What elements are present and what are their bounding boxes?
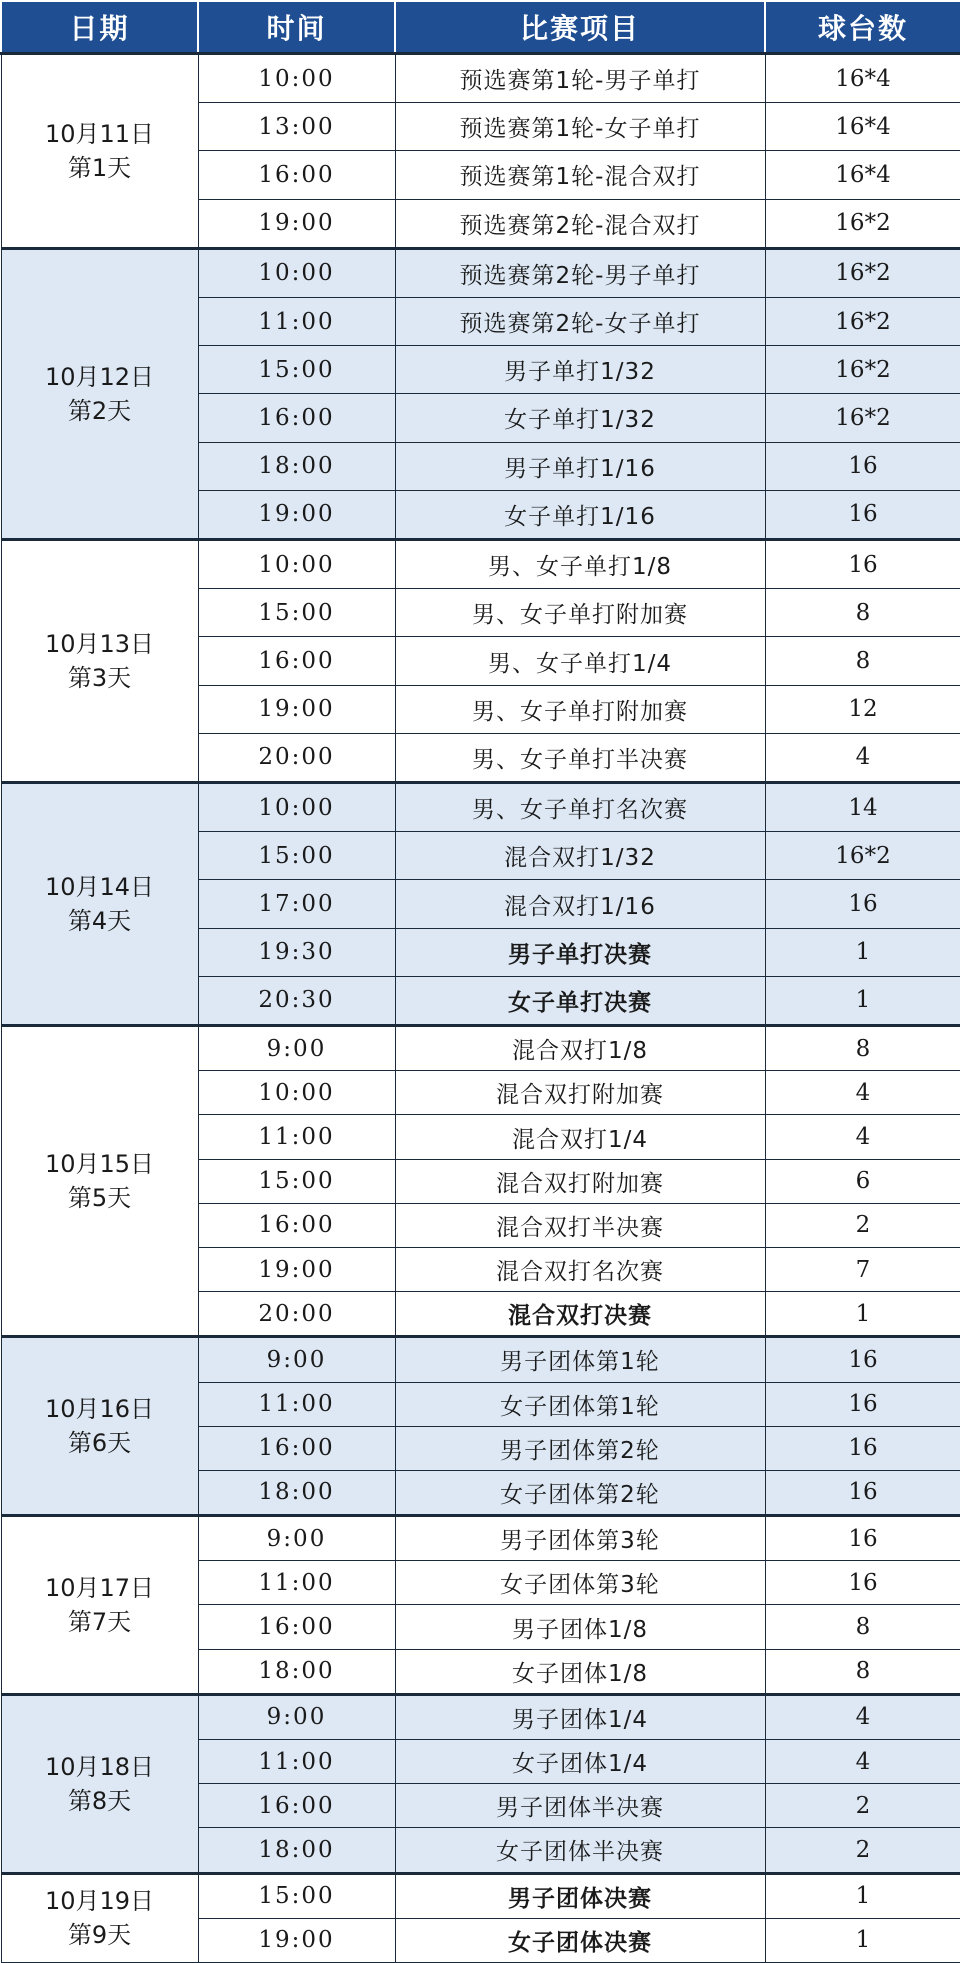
- time-cell: 9:00: [198, 1516, 395, 1561]
- time-cell: 10:00: [198, 783, 395, 832]
- tables-cell: 16*2: [765, 346, 960, 394]
- tables-cell: 1: [765, 1918, 960, 1962]
- date-cell: [1, 1026, 198, 1337]
- table-row: [1, 1694, 960, 1739]
- date-label: 10月14日: [44, 873, 155, 902]
- time-cell: 10:00: [198, 1071, 395, 1115]
- tables-cell: 16: [765, 442, 960, 490]
- event-cell: 男子团体半决赛: [395, 1784, 765, 1828]
- time-cell: 15:00: [198, 589, 395, 637]
- event-cell: 男子单打决赛: [395, 928, 765, 976]
- time-cell: 11:00: [198, 1561, 395, 1605]
- event-cell: 预选赛第2轮-混合双打: [395, 199, 765, 248]
- time-cell: 15:00: [198, 1873, 395, 1918]
- date-cell: [1, 248, 198, 539]
- date-label: 10月19日: [44, 1887, 155, 1916]
- table-row: [1, 248, 960, 297]
- day-group: [1, 1337, 960, 1516]
- tables-cell: 6: [765, 1159, 960, 1203]
- event-cell: 女子单打决赛: [395, 976, 765, 1025]
- date-cell: [1, 1694, 198, 1873]
- tables-cell: 16: [765, 880, 960, 928]
- event-cell: 混合双打1/8: [395, 1026, 765, 1071]
- day-label: 第6天: [67, 1429, 132, 1458]
- header-tables: 球台数: [765, 1, 960, 54]
- tables-cell: 8: [765, 589, 960, 637]
- event-cell: 混合双打附加赛: [395, 1159, 765, 1203]
- time-cell: 16:00: [198, 394, 395, 442]
- time-cell: 18:00: [198, 442, 395, 490]
- day-label: 第2天: [67, 396, 132, 425]
- event-cell: 女子团体决赛: [395, 1918, 765, 1962]
- time-cell: 19:00: [198, 1918, 395, 1962]
- header-time: 时间: [198, 1, 395, 54]
- tables-cell: 12: [765, 685, 960, 733]
- event-cell: 混合双打半决赛: [395, 1203, 765, 1247]
- header-event: 比赛项目: [395, 1, 765, 54]
- event-cell: 预选赛第2轮-女子单打: [395, 298, 765, 346]
- day-group: [1, 540, 960, 783]
- table-row: [1, 1516, 960, 1561]
- event-cell: 女子单打1/16: [395, 490, 765, 539]
- schedule-header: [1, 1, 960, 54]
- tables-cell: 7: [765, 1247, 960, 1291]
- tables-cell: 8: [765, 1605, 960, 1649]
- time-cell: 9:00: [198, 1026, 395, 1071]
- event-cell: 女子团体第2轮: [395, 1470, 765, 1515]
- tables-cell: 4: [765, 1071, 960, 1115]
- date-cell: [1, 54, 198, 249]
- tables-cell: 16*4: [765, 103, 960, 151]
- event-cell: 男子单打1/32: [395, 346, 765, 394]
- date-cell: [1, 1337, 198, 1516]
- time-cell: 18:00: [198, 1828, 395, 1873]
- event-cell: 男子单打1/16: [395, 442, 765, 490]
- event-cell: 混合双打名次赛: [395, 1247, 765, 1291]
- event-cell: 女子团体第1轮: [395, 1382, 765, 1426]
- event-cell: 男子团体第1轮: [395, 1337, 765, 1382]
- tables-cell: 4: [765, 1740, 960, 1784]
- event-cell: 男、女子单打附加赛: [395, 685, 765, 733]
- tables-cell: 16: [765, 490, 960, 539]
- time-cell: 16:00: [198, 1426, 395, 1470]
- date-label: 10月12日: [44, 362, 155, 391]
- day-group: [1, 1694, 960, 1873]
- tables-cell: 8: [765, 1026, 960, 1071]
- table-row: [1, 1337, 960, 1382]
- tables-cell: 1: [765, 1873, 960, 1918]
- event-cell: 男子团体第3轮: [395, 1516, 765, 1561]
- time-cell: 20:00: [198, 733, 395, 782]
- day-group: [1, 1026, 960, 1337]
- time-cell: 17:00: [198, 880, 395, 928]
- time-cell: 19:00: [198, 490, 395, 539]
- time-cell: 20:00: [198, 1292, 395, 1337]
- time-cell: 18:00: [198, 1649, 395, 1694]
- date-label: 10月17日: [44, 1573, 155, 1602]
- date-cell: [1, 783, 198, 1026]
- time-cell: 16:00: [198, 1203, 395, 1247]
- table-row: [1, 1026, 960, 1071]
- event-cell: 预选赛第1轮-女子单打: [395, 103, 765, 151]
- date-cell: [1, 1516, 198, 1695]
- day-label: 第4天: [67, 907, 132, 936]
- time-cell: 10:00: [198, 248, 395, 297]
- time-cell: 16:00: [198, 151, 395, 199]
- time-cell: 15:00: [198, 1159, 395, 1203]
- tables-cell: 16: [765, 1561, 960, 1605]
- event-cell: 混合双打决赛: [395, 1292, 765, 1337]
- tables-cell: 2: [765, 1828, 960, 1873]
- day-group: [1, 54, 960, 249]
- event-cell: 男子团体第2轮: [395, 1426, 765, 1470]
- tables-cell: 4: [765, 1694, 960, 1739]
- table-row: [1, 54, 960, 103]
- time-cell: 11:00: [198, 1115, 395, 1159]
- tables-cell: 16: [765, 1470, 960, 1515]
- date-label: 10月18日: [44, 1752, 155, 1781]
- tables-cell: 8: [765, 1649, 960, 1694]
- tables-cell: 14: [765, 783, 960, 832]
- table-row: [1, 783, 960, 832]
- date-cell: [1, 540, 198, 783]
- time-cell: 11:00: [198, 1382, 395, 1426]
- event-cell: 混合双打1/32: [395, 832, 765, 880]
- time-cell: 15:00: [198, 832, 395, 880]
- tables-cell: 4: [765, 1115, 960, 1159]
- date-label: 10月16日: [44, 1395, 155, 1424]
- day-label: 第9天: [67, 1921, 132, 1950]
- event-cell: 女子团体第3轮: [395, 1561, 765, 1605]
- tables-cell: 16: [765, 1382, 960, 1426]
- date-cell: [1, 1873, 198, 1962]
- tables-cell: 16*4: [765, 54, 960, 103]
- header-date: 日期: [1, 1, 198, 54]
- time-cell: 18:00: [198, 1470, 395, 1515]
- day-group: [1, 248, 960, 539]
- time-cell: 20:30: [198, 976, 395, 1025]
- tables-cell: 4: [765, 733, 960, 782]
- table-row: [1, 540, 960, 589]
- tables-cell: 2: [765, 1784, 960, 1828]
- time-cell: 11:00: [198, 298, 395, 346]
- time-cell: 19:00: [198, 199, 395, 248]
- event-cell: 男、女子单打半决赛: [395, 733, 765, 782]
- tables-cell: 16*2: [765, 248, 960, 297]
- date-label: 10月13日: [44, 630, 155, 659]
- time-cell: 19:00: [198, 1247, 395, 1291]
- time-cell: 16:00: [198, 1605, 395, 1649]
- day-label: 第8天: [67, 1786, 132, 1815]
- event-cell: 男、女子单打附加赛: [395, 589, 765, 637]
- time-cell: 10:00: [198, 54, 395, 103]
- event-cell: 混合双打附加赛: [395, 1071, 765, 1115]
- event-cell: 预选赛第1轮-混合双打: [395, 151, 765, 199]
- tables-cell: 16: [765, 540, 960, 589]
- event-cell: 混合双打1/16: [395, 880, 765, 928]
- day-group: [1, 1516, 960, 1695]
- tables-cell: 2: [765, 1203, 960, 1247]
- tables-cell: 8: [765, 637, 960, 685]
- tables-cell: 1: [765, 976, 960, 1025]
- event-cell: 女子团体1/8: [395, 1649, 765, 1694]
- tables-cell: 1: [765, 1292, 960, 1337]
- event-cell: 男、女子单打1/8: [395, 540, 765, 589]
- event-cell: 混合双打1/4: [395, 1115, 765, 1159]
- day-group: [1, 1873, 960, 1962]
- event-cell: 女子团体半决赛: [395, 1828, 765, 1873]
- time-cell: 15:00: [198, 346, 395, 394]
- tables-cell: 16*2: [765, 394, 960, 442]
- event-cell: 女子单打1/32: [395, 394, 765, 442]
- date-label: 10月15日: [44, 1150, 155, 1179]
- day-label: 第3天: [67, 664, 132, 693]
- time-cell: 16:00: [198, 1784, 395, 1828]
- tables-cell: 16*2: [765, 199, 960, 248]
- event-cell: 男子团体决赛: [395, 1873, 765, 1918]
- event-cell: 男子团体1/8: [395, 1605, 765, 1649]
- time-cell: 11:00: [198, 1740, 395, 1784]
- time-cell: 16:00: [198, 637, 395, 685]
- event-cell: 男、女子单打名次赛: [395, 783, 765, 832]
- tables-cell: 16: [765, 1426, 960, 1470]
- time-cell: 19:00: [198, 685, 395, 733]
- time-cell: 13:00: [198, 103, 395, 151]
- time-cell: 9:00: [198, 1694, 395, 1739]
- table-row: [1, 1873, 960, 1918]
- time-cell: 9:00: [198, 1337, 395, 1382]
- event-cell: 预选赛第2轮-男子单打: [395, 248, 765, 297]
- event-cell: 预选赛第1轮-男子单打: [395, 54, 765, 103]
- event-cell: 男子团体1/4: [395, 1694, 765, 1739]
- event-cell: 男、女子单打1/4: [395, 637, 765, 685]
- day-label: 第1天: [67, 153, 132, 182]
- time-cell: 10:00: [198, 540, 395, 589]
- date-label: 10月11日: [44, 119, 155, 148]
- tables-cell: 16*2: [765, 832, 960, 880]
- time-cell: 19:30: [198, 928, 395, 976]
- day-label: 第7天: [67, 1607, 132, 1636]
- tables-cell: 16*4: [765, 151, 960, 199]
- tables-cell: 16: [765, 1337, 960, 1382]
- tables-cell: 16*2: [765, 298, 960, 346]
- event-cell: 女子团体1/4: [395, 1740, 765, 1784]
- tables-cell: 16: [765, 1516, 960, 1561]
- tables-cell: 1: [765, 928, 960, 976]
- day-group: [1, 783, 960, 1026]
- day-label: 第5天: [67, 1184, 132, 1213]
